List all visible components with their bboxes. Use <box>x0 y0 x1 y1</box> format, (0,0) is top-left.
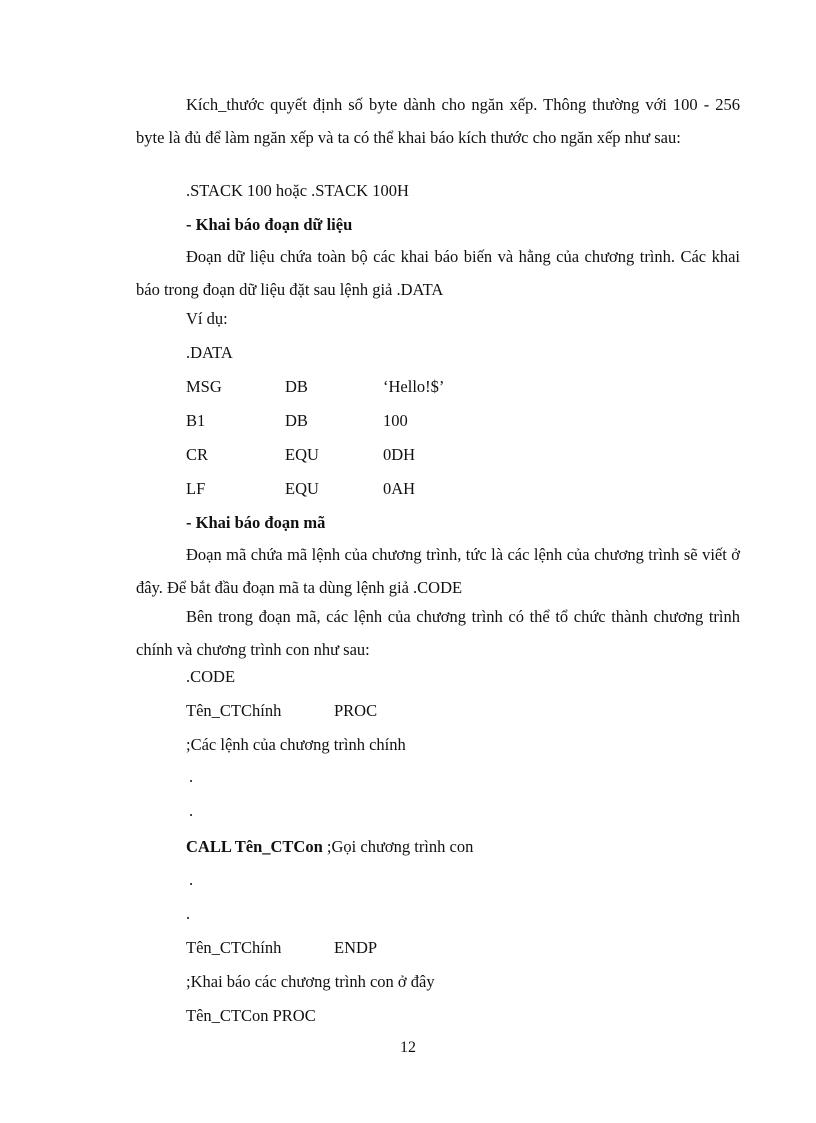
paragraph-code-structure: Bên trong đoạn mã, các lệnh của chương trình có thể tổ chức thành chương trình chính và chương trình con như sau: <box>136 607 740 659</box>
main-comment: ;Các lệnh của chương trình chính <box>186 735 406 754</box>
decl-name: CR <box>186 445 209 464</box>
data-directive: .DATA <box>186 343 233 362</box>
ellipsis-dot: . <box>189 870 194 889</box>
sub-comment: ;Khai báo các chương trình con ở đây <box>186 972 435 991</box>
end-proc-name: Tên_CTChính <box>186 938 282 957</box>
page-number: 12 <box>400 1039 416 1056</box>
paragraph-data-desc: Đoạn dữ liệu chứa toàn bộ các khai báo biến và hằng của chương trình. Các khai báo trong đoạn dữ liệu đặt sau lệnh giả .DATA <box>136 247 740 299</box>
main-proc-keyword: PROC <box>334 701 378 720</box>
sub-proc: Tên_CTCon PROC <box>186 1006 316 1025</box>
decl-name: B1 <box>186 411 206 430</box>
call-statement: CALL Tên_CTCon <box>186 837 323 856</box>
decl-type: DB <box>285 411 308 430</box>
stack-example: .STACK 100 hoặc .STACK 100H <box>186 181 409 200</box>
decl-value: ‘Hello!$’ <box>383 377 445 396</box>
call-line <box>186 837 473 857</box>
ellipsis-dot: . <box>189 801 194 820</box>
decl-value: 0AH <box>383 479 416 498</box>
end-proc-keyword: ENDP <box>334 938 378 957</box>
main-proc-name: Tên_CTChính <box>186 701 282 720</box>
decl-name: LF <box>186 479 206 498</box>
example-label: Ví dụ: <box>186 309 228 328</box>
decl-type: EQU <box>285 479 319 498</box>
heading-data-segment: - Khai báo đoạn dữ liệu <box>186 215 353 234</box>
ellipsis-dot: . <box>189 767 194 786</box>
heading-code-segment: - Khai báo đoạn mã <box>186 513 326 532</box>
decl-value: 0DH <box>383 445 416 464</box>
decl-type: EQU <box>285 445 319 464</box>
decl-name: MSG <box>186 377 222 396</box>
decl-value: 100 <box>383 411 408 430</box>
ellipsis-dot: . <box>186 904 191 923</box>
call-comment: ;Gọi chương trình con <box>326 837 474 856</box>
paragraph-stack-size: Kích_thước quyết định số byte dành cho ngăn xếp. Thông thường với 100 - 256 byte là đủ để làm ngăn xếp và ta có thể khai báo kích thước cho ngăn xếp như sau: <box>136 95 740 147</box>
decl-type: DB <box>285 377 308 396</box>
paragraph-code-desc: Đoạn mã chứa mã lệnh của chương trình, tức là các lệnh của chương trình sẽ viết ở đây. Để bắt đầu đoạn mã ta dùng lệnh giả .CODE <box>136 545 740 597</box>
code-directive: .CODE <box>186 667 236 686</box>
